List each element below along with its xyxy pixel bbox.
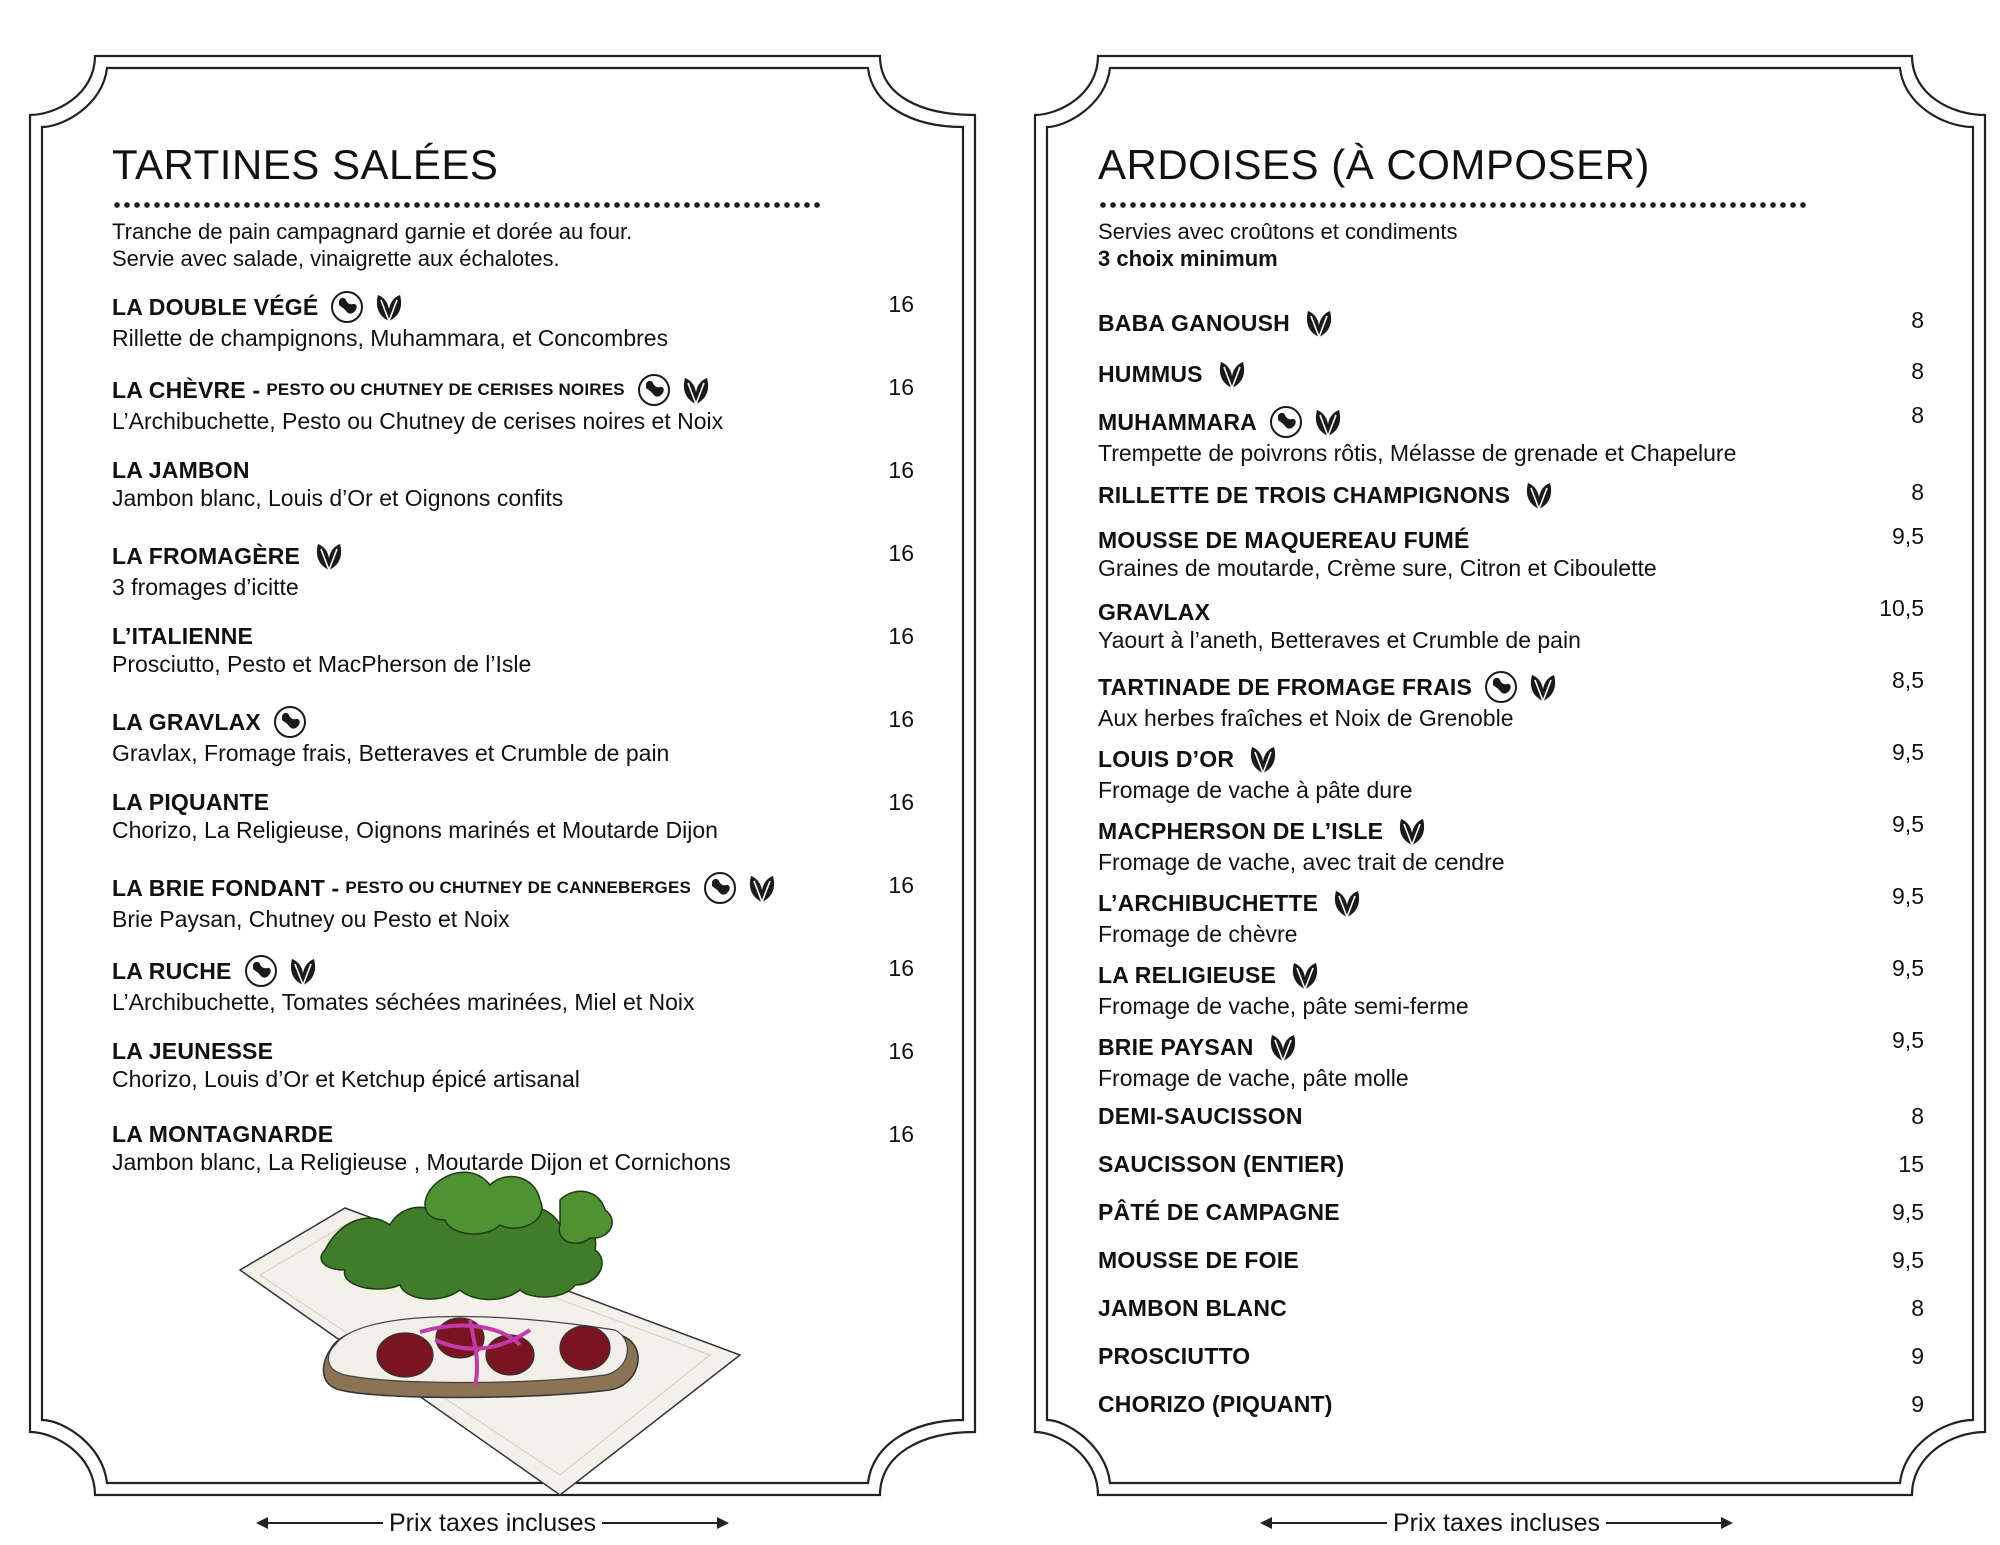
item-name: MOUSSE DE MAQUEREAU FUMÉ [1098,527,1470,553]
item-price: 10,5 [1879,595,1924,621]
menu-item [1098,955,1924,1020]
menu-item [1098,811,1924,876]
section-title: TARTINES SALÉES [112,141,499,188]
item-description: Rillette de champignons, Muhammara, et Concombres [112,325,669,351]
item-heading [1098,1150,1918,1178]
item-heading [1098,1102,1918,1130]
item-heading [1098,357,1918,391]
item-option-note: PESTO OU CHUTNEY DE CERISES NOIRES [266,380,625,399]
item-description: Trempette de poivrons rôtis, Mélasse de grenade et Chapelure [1098,440,1737,466]
item-name: LA PIQUANTE [112,789,270,815]
item-name: LA MONTAGNARDE [112,1121,334,1147]
item-option-note: PESTO OU CHUTNEY DE CANNEBERGES [345,878,692,897]
menu-item [1098,1198,1924,1226]
item-heading [112,705,912,739]
menu-item [1098,1294,1924,1322]
tartines-panel [112,140,914,1175]
section-intro [112,218,912,272]
nut-icon [1484,670,1518,704]
arrow-right-icon [1606,1522,1731,1524]
item-price: 9 [1911,1391,1924,1417]
item-name: CHORIZO (PIQUANT) [1098,1391,1333,1417]
section-title: ARDOISES (À COMPOSER) [1098,141,1650,188]
item-name: PROSCIUTTO [1098,1343,1251,1369]
item-name: LA RELIGIEUSE [1098,962,1277,988]
arrow-left-icon [1262,1522,1387,1524]
item-description: Chorizo, Louis d’Or et Ketchup épicé artisanal [112,1066,580,1092]
item-price: 16 [888,623,914,649]
menu-item [112,954,912,1016]
leaf-icon [286,954,320,988]
menu-item [1098,1390,1924,1418]
menu-item [1098,883,1924,948]
item-heading [1098,306,1918,340]
leaf-icon [745,871,779,905]
arrow-right-icon [602,1522,727,1524]
leaf-icon [1266,1030,1300,1064]
menu-item [112,622,912,678]
tartine-illustration [230,1150,750,1500]
nut-icon [703,871,737,905]
item-name: GRAVLAX [1098,599,1211,625]
item-heading [1098,814,1918,848]
item-name: LA CHÈVRE - [112,377,261,403]
item-price: 9,5 [1892,1027,1924,1053]
leaf-icon [312,539,346,573]
item-heading [112,539,912,573]
menu-item [1098,1246,1924,1274]
menu-item [1098,1150,1924,1178]
footer-tax-note [1262,1508,1731,1538]
nut-icon [330,290,364,324]
leaf-icon [1288,958,1322,992]
menu-item [1098,1102,1924,1130]
item-description: Aux herbes fraîches et Noix de Grenoble [1098,705,1514,731]
leaf-icon [1311,405,1345,439]
item-name: RILLETTE DE TROIS CHAMPIGNONS [1098,482,1511,508]
item-price: 8 [1911,402,1924,428]
item-description: Brie Paysan, Chutney ou Pesto et Noix [112,906,510,932]
item-heading [112,456,912,484]
item-price: 16 [888,1038,914,1064]
item-name: LA JAMBON [112,457,250,483]
item-heading [1098,478,1918,512]
menu-item [112,705,912,767]
item-description: Jambon blanc, Louis d’Or et Oignons confits [112,485,564,511]
menu-item [1098,478,1924,512]
item-description: Prosciutto, Pesto et MacPherson de l’Isle [112,651,532,677]
leaf-icon [1330,886,1364,920]
ardoises-panel [1098,140,1924,1417]
menu-item [1098,306,1924,340]
footer-tax-note [258,1508,727,1538]
item-description: Jambon blanc, La Religieuse , Moutarde Dijon et Cornichons [112,1149,731,1175]
item-name: L’ITALIENNE [112,623,254,649]
menu-item [112,871,912,933]
item-price: 15 [1898,1151,1924,1177]
item-price: 9,5 [1892,1247,1924,1273]
item-price: 9,5 [1892,1199,1924,1225]
intro-line: Tranche de pain campagnard garnie et dorée au four. [112,219,633,244]
item-name: DEMI-SAUCISSON [1098,1103,1303,1129]
item-heading [1098,742,1918,776]
item-description: L’Archibuchette, Tomates séchées marinées, Miel et Noix [112,989,695,1015]
item-description: Fromage de chèvre [1098,921,1298,947]
item-description: 3 fromages d’icitte [112,574,299,600]
item-heading [1098,958,1918,992]
item-price: 8,5 [1892,667,1924,693]
item-price: 16 [888,457,914,483]
item-price: 16 [888,789,914,815]
item-heading [112,622,912,650]
item-heading [1098,1294,1918,1322]
item-name: LA FROMAGÈRE [112,543,301,569]
item-price: 9,5 [1892,811,1924,837]
item-price: 9 [1911,1343,1924,1369]
item-name: BRIE PAYSAN [1098,1034,1254,1060]
nut-icon [273,705,307,739]
item-price: 16 [888,1121,914,1147]
leaf-icon [1395,814,1429,848]
menu-item [1098,1027,1924,1092]
item-description: Fromage de vache, pâte molle [1098,1065,1409,1091]
item-name: LA DOUBLE VÉGÉ [112,294,319,320]
menu-item [112,539,912,601]
leaf-icon [1302,306,1336,340]
item-heading [1098,1198,1918,1226]
item-price: 16 [888,540,914,566]
item-description: Yaourt à l’aneth, Betteraves et Crumble de pain [1098,627,1581,653]
item-price: 9,5 [1892,955,1924,981]
menu-item [1098,523,1924,582]
item-heading [1098,1390,1918,1418]
intro-line: Servie avec salade, vinaigrette aux échalotes. [112,246,560,271]
leaf-icon [372,290,406,324]
nut-icon [637,373,671,407]
item-price: 9,5 [1892,739,1924,765]
leaf-icon [679,373,713,407]
item-description: Fromage de vache, avec trait de cendre [1098,849,1505,875]
nut-icon [244,954,278,988]
item-description: L’Archibuchette, Pesto ou Chutney de cerises noires et Noix [112,408,724,434]
item-description: Fromage de vache à pâte dure [1098,777,1413,803]
menu-item [112,456,912,512]
arrow-left-icon [258,1522,383,1524]
intro-minimum: 3 choix minimum [1098,246,1278,271]
item-description: Graines de moutarde, Crème sure, Citron et Ciboulette [1098,555,1657,581]
footer-label: Prix taxes incluses [389,1509,597,1537]
menu-item [112,290,912,352]
item-description: Gravlax, Fromage frais, Betteraves et Crumble de pain [112,740,670,766]
item-name: PÂTÉ DE CAMPAGNE [1098,1199,1340,1225]
menu-item [112,373,912,435]
leaf-icon [1215,357,1249,391]
item-description: Chorizo, La Religieuse, Oignons marinés et Moutarde Dijon [112,817,718,843]
menu-item [1098,1342,1924,1370]
item-heading [1098,1246,1918,1274]
item-name: MUHAMMARA [1098,409,1257,435]
menu-item [1098,667,1924,732]
item-name: MOUSSE DE FOIE [1098,1247,1299,1273]
menu-item [1098,357,1924,391]
item-heading [112,1037,912,1065]
item-heading [112,871,912,905]
item-price: 8 [1911,1295,1924,1321]
item-heading [1098,598,1918,626]
item-price: 16 [888,374,914,400]
item-price: 16 [888,291,914,317]
item-heading [112,954,912,988]
item-name: LA JEUNESSE [112,1038,274,1064]
item-heading [1098,1030,1918,1064]
item-heading [1098,405,1918,439]
item-name: JAMBON BLANC [1098,1295,1287,1321]
item-heading [1098,670,1918,704]
item-price: 8 [1911,358,1924,384]
item-price: 16 [888,955,914,981]
item-name: MACPHERSON DE L’ISLE [1098,818,1384,844]
item-heading [1098,526,1918,554]
item-description: Fromage de vache, pâte semi-ferme [1098,993,1469,1019]
dotted-divider [112,200,822,210]
item-price: 8 [1911,307,1924,333]
item-heading [112,788,912,816]
intro-line: Servies avec croûtons et condiments [1098,219,1458,244]
item-heading [112,290,912,324]
item-name: LA RUCHE [112,958,232,984]
item-name: L’ARCHIBUCHETTE [1098,890,1319,916]
nut-icon [1269,405,1303,439]
item-name: HUMMUS [1098,361,1203,387]
item-price: 8 [1911,1103,1924,1129]
item-price: 16 [888,706,914,732]
dotted-divider [1098,200,1808,210]
menu-item [1098,595,1924,654]
section-intro [1098,218,1918,272]
menu-item [1098,402,1924,467]
item-name: LOUIS D’OR [1098,746,1235,772]
leaf-icon [1246,742,1280,776]
leaf-icon [1526,670,1560,704]
item-name: LA BRIE FONDANT - [112,875,340,901]
item-name: BABA GANOUSH [1098,310,1290,336]
item-heading [112,1120,912,1148]
item-name: SAUCISSON (ENTIER) [1098,1151,1345,1177]
footer-label: Prix taxes incluses [1393,1509,1601,1537]
leaf-icon [1522,478,1556,512]
menu-item [112,788,912,844]
menu-item [112,1037,912,1093]
menu-item [1098,739,1924,804]
item-heading [1098,1342,1918,1370]
item-heading [112,373,912,407]
item-heading [1098,886,1918,920]
item-name: TARTINADE DE FROMAGE FRAIS [1098,674,1473,700]
item-price: 9,5 [1892,883,1924,909]
item-price: 9,5 [1892,523,1924,549]
item-name: LA GRAVLAX [112,709,261,735]
item-price: 8 [1911,479,1924,505]
item-price: 16 [888,872,914,898]
